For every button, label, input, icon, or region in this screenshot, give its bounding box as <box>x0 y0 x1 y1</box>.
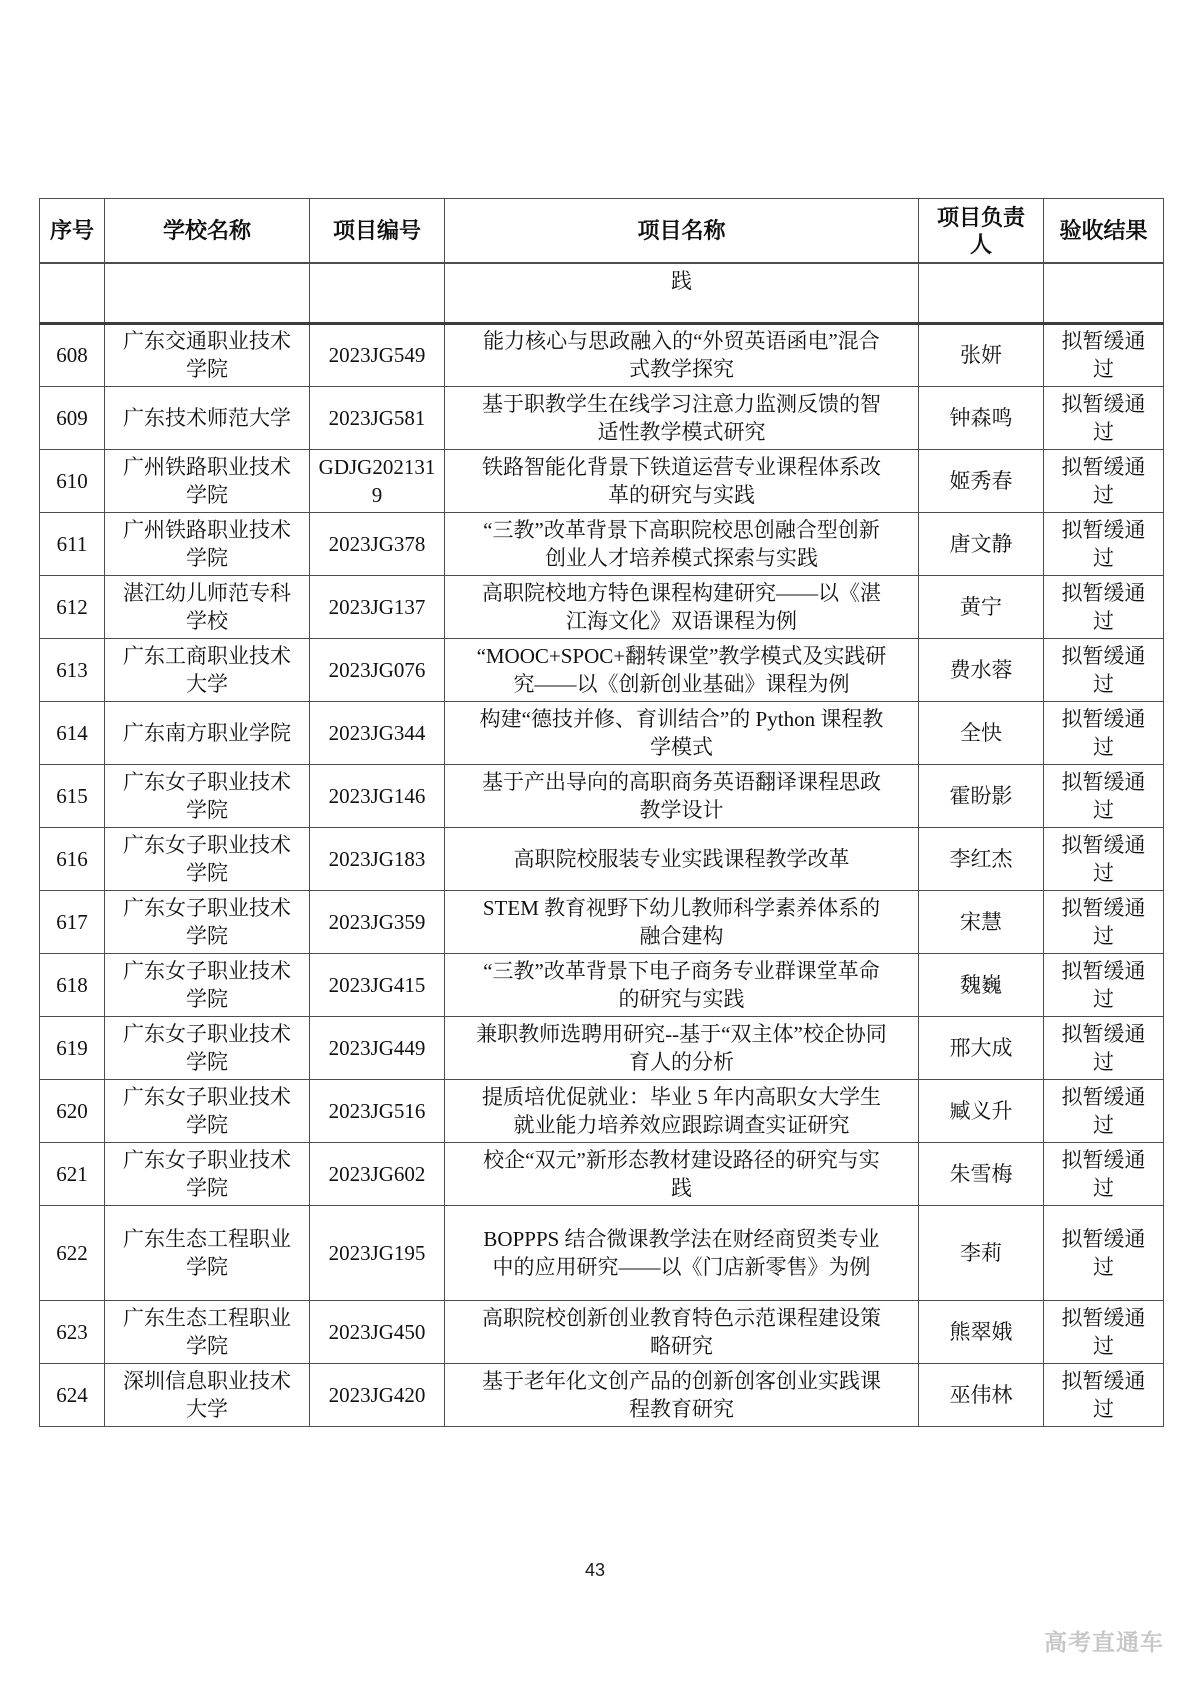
table-body <box>40 263 1164 1426</box>
cell-leader: 李红杰 <box>919 827 1044 890</box>
cell-project-name: 基于职教学生在线学习注意力监测反馈的智适性教学模式研究 <box>445 386 919 449</box>
table-row <box>40 890 1164 953</box>
cell-school: 广东女子职业技术学院 <box>105 827 310 890</box>
cell-serial: 621 <box>40 1142 105 1205</box>
cell-project-name: STEM 教育视野下幼儿教师科学素养体系的融合建构 <box>445 890 919 953</box>
table-header <box>40 199 1164 264</box>
cell-school: 广东工商职业技术大学 <box>105 638 310 701</box>
cell-code: 2023JG344 <box>310 701 445 764</box>
cell-result: 拟暂缓通过 <box>1044 1142 1164 1205</box>
table-row <box>40 1300 1164 1363</box>
cell-leader: 朱雪梅 <box>919 1142 1044 1205</box>
cell-code: 2023JG581 <box>310 386 445 449</box>
cell-school: 广东女子职业技术学院 <box>105 1142 310 1205</box>
cell-leader: 全快 <box>919 701 1044 764</box>
cell-result: 拟暂缓通过 <box>1044 764 1164 827</box>
cell-result: 拟暂缓通过 <box>1044 953 1164 1016</box>
table-row <box>40 323 1164 386</box>
projects-table <box>39 198 1164 1427</box>
cell-project-name: “三教”改革背景下电子商务专业群课堂革命的研究与实践 <box>445 953 919 1016</box>
cell-result: 拟暂缓通过 <box>1044 1205 1164 1300</box>
cell-leader: 巫伟林 <box>919 1363 1044 1426</box>
cell-serial: 617 <box>40 890 105 953</box>
table-row <box>40 827 1164 890</box>
cell-result: 拟暂缓通过 <box>1044 827 1164 890</box>
cell-code: 2023JG420 <box>310 1363 445 1426</box>
cell-serial: 623 <box>40 1300 105 1363</box>
table-row <box>40 386 1164 449</box>
cell-serial: 612 <box>40 575 105 638</box>
table-row <box>40 1363 1164 1426</box>
cell-school: 广东女子职业技术学院 <box>105 764 310 827</box>
cell-school: 广东南方职业学院 <box>105 701 310 764</box>
cell-project-name: 基于老年化文创产品的创新创客创业实践课程教育研究 <box>445 1363 919 1426</box>
cell-serial: 611 <box>40 512 105 575</box>
table-row <box>40 1079 1164 1142</box>
cell-project-name: 校企“双元”新形态教材建设路径的研究与实践 <box>445 1142 919 1205</box>
table-row <box>40 701 1164 764</box>
column-header-name: 项目名称 <box>445 199 919 264</box>
cell-serial: 616 <box>40 827 105 890</box>
cell-school: 湛江幼儿师范专科学校 <box>105 575 310 638</box>
table-row <box>40 575 1164 638</box>
cell-result: 拟暂缓通过 <box>1044 449 1164 512</box>
cell-code: 2023JG602 <box>310 1142 445 1205</box>
cell-leader: 姬秀春 <box>919 449 1044 512</box>
cell-school: 广东女子职业技术学院 <box>105 1079 310 1142</box>
cell-project-name: 构建“德技并修、育训结合”的 Python 课程教学模式 <box>445 701 919 764</box>
table-row <box>40 1016 1164 1079</box>
cell-serial: 622 <box>40 1205 105 1300</box>
cell-code: 2023JG195 <box>310 1205 445 1300</box>
cell-code: 2023JG549 <box>310 323 445 386</box>
cell-serial: 609 <box>40 386 105 449</box>
cell-code: 2023JG378 <box>310 512 445 575</box>
cell-leader: 宋慧 <box>919 890 1044 953</box>
cell-school: 广东交通职业技术学院 <box>105 323 310 386</box>
cell-project-name: 践 <box>445 263 919 323</box>
table-row <box>40 1205 1164 1300</box>
cell-code: 2023JG146 <box>310 764 445 827</box>
cell-leader: 魏巍 <box>919 953 1044 1016</box>
cell-serial: 608 <box>40 323 105 386</box>
cell-school: 广东技术师范大学 <box>105 386 310 449</box>
cell-code: 2023JG137 <box>310 575 445 638</box>
cell-leader: 霍盼影 <box>919 764 1044 827</box>
cell-result: 拟暂缓通过 <box>1044 638 1164 701</box>
cell-school: 深圳信息职业技术大学 <box>105 1363 310 1426</box>
cell-code: 2023JG516 <box>310 1079 445 1142</box>
cell-leader: 钟森鸣 <box>919 386 1044 449</box>
cell-result: 拟暂缓通过 <box>1044 1016 1164 1079</box>
cell-result: 拟暂缓通过 <box>1044 323 1164 386</box>
cell-code: GDJG2021319 <box>310 449 445 512</box>
cell-project-name: “MOOC+SPOC+翻转课堂”教学模式及实践研究——以《创新创业基础》课程为例 <box>445 638 919 701</box>
cell-code: 2023JG183 <box>310 827 445 890</box>
table-row <box>40 638 1164 701</box>
cell-leader <box>919 263 1044 323</box>
cell-result: 拟暂缓通过 <box>1044 512 1164 575</box>
cell-code: 2023JG359 <box>310 890 445 953</box>
column-header-serial: 序号 <box>40 199 105 264</box>
cell-leader: 张妍 <box>919 323 1044 386</box>
cell-serial: 619 <box>40 1016 105 1079</box>
carryover-row <box>40 263 1164 323</box>
cell-school: 广州铁路职业技术学院 <box>105 512 310 575</box>
cell-code: 2023JG415 <box>310 953 445 1016</box>
cell-code: 2023JG449 <box>310 1016 445 1079</box>
table-row <box>40 1142 1164 1205</box>
cell-result: 拟暂缓通过 <box>1044 386 1164 449</box>
cell-serial: 615 <box>40 764 105 827</box>
table-row <box>40 512 1164 575</box>
cell-result: 拟暂缓通过 <box>1044 1363 1164 1426</box>
cell-school: 广州铁路职业技术学院 <box>105 449 310 512</box>
cell-code: 2023JG450 <box>310 1300 445 1363</box>
cell-project-name: 能力核心与思政融入的“外贸英语函电”混合式教学探究 <box>445 323 919 386</box>
page-number: 43 <box>584 1560 606 1580</box>
cell-leader: 邢大成 <box>919 1016 1044 1079</box>
cell-serial: 614 <box>40 701 105 764</box>
cell-result: 拟暂缓通过 <box>1044 575 1164 638</box>
cell-school: 广东生态工程职业学院 <box>105 1205 310 1300</box>
cell-leader: 臧义升 <box>919 1079 1044 1142</box>
column-header-result: 验收结果 <box>1044 199 1164 264</box>
cell-result: 拟暂缓通过 <box>1044 890 1164 953</box>
cell-project-name: 高职院校地方特色课程构建研究——以《湛江海文化》双语课程为例 <box>445 575 919 638</box>
cell-leader: 熊翠娥 <box>919 1300 1044 1363</box>
cell-serial <box>40 263 105 323</box>
cell-code: 2023JG076 <box>310 638 445 701</box>
watermark-text: 高考直通车 <box>1044 1629 1164 1655</box>
cell-project-name: 高职院校服装专业实践课程教学改革 <box>445 827 919 890</box>
cell-serial: 618 <box>40 953 105 1016</box>
cell-result: 拟暂缓通过 <box>1044 1079 1164 1142</box>
cell-project-name: 铁路智能化背景下铁道运营专业课程体系改革的研究与实践 <box>445 449 919 512</box>
cell-school: 广东女子职业技术学院 <box>105 1016 310 1079</box>
cell-leader: 唐文静 <box>919 512 1044 575</box>
cell-result <box>1044 263 1164 323</box>
column-header-school: 学校名称 <box>105 199 310 264</box>
cell-project-name: 基于产出导向的高职商务英语翻译课程思政教学设计 <box>445 764 919 827</box>
cell-project-name: “三教”改革背景下高职院校思创融合型创新创业人才培养模式探索与实践 <box>445 512 919 575</box>
cell-leader: 费水蓉 <box>919 638 1044 701</box>
cell-project-name: 提质培优促就业：毕业 5 年内高职女大学生就业能力培养效应跟踪调查实证研究 <box>445 1079 919 1142</box>
cell-serial: 610 <box>40 449 105 512</box>
cell-leader: 黄宁 <box>919 575 1044 638</box>
column-header-code: 项目编号 <box>310 199 445 264</box>
cell-serial: 613 <box>40 638 105 701</box>
cell-school <box>105 263 310 323</box>
header-row <box>40 199 1164 264</box>
cell-school: 广东生态工程职业学院 <box>105 1300 310 1363</box>
cell-project-name: 兼职教师选聘用研究--基于“双主体”校企协同育人的分析 <box>445 1016 919 1079</box>
column-header-leader: 项目负责人 <box>919 199 1044 264</box>
cell-serial: 624 <box>40 1363 105 1426</box>
cell-project-name: BOPPPS 结合微课教学法在财经商贸类专业中的应用研究——以《门店新零售》为例 <box>445 1205 919 1300</box>
table-row <box>40 449 1164 512</box>
table-row <box>40 953 1164 1016</box>
cell-leader: 李莉 <box>919 1205 1044 1300</box>
cell-project-name: 高职院校创新创业教育特色示范课程建设策略研究 <box>445 1300 919 1363</box>
table-row <box>40 764 1164 827</box>
cell-school: 广东女子职业技术学院 <box>105 890 310 953</box>
cell-serial: 620 <box>40 1079 105 1142</box>
cell-result: 拟暂缓通过 <box>1044 1300 1164 1363</box>
cell-school: 广东女子职业技术学院 <box>105 953 310 1016</box>
cell-result: 拟暂缓通过 <box>1044 701 1164 764</box>
cell-code <box>310 263 445 323</box>
